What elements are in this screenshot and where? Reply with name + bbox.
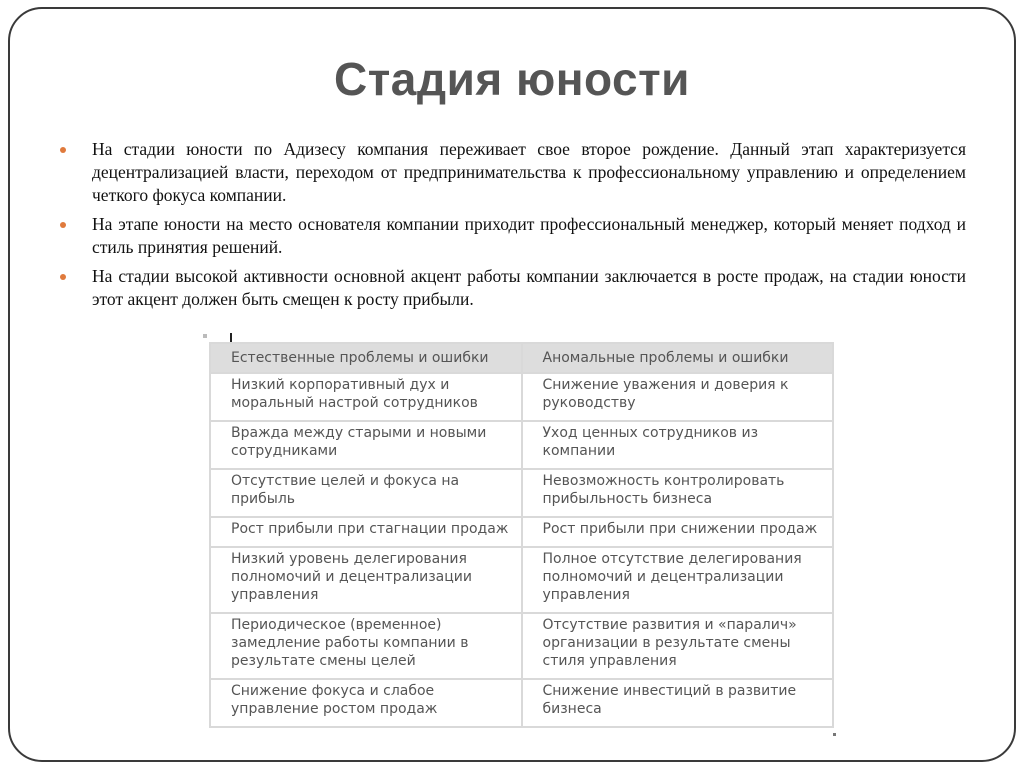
table-row — [210, 421, 833, 469]
table-cell: Низкий уровень делегирования полномочий и децентрализации управления — [210, 547, 522, 613]
table-cell: Рост прибыли при снижении продаж — [522, 517, 834, 547]
table-row — [210, 547, 833, 613]
table-cell: Рост прибыли при стагнации продаж — [210, 517, 522, 547]
bullet-text: На стадии высокой активности основной акцент работы компании заключается в росте продаж, на стадии юности этот акцент должен быть смещен к росту прибыли. — [92, 266, 966, 309]
bullet-list — [56, 138, 966, 317]
table-cell: Низкий корпоративный дух и моральный настрой сотрудников — [210, 373, 522, 421]
table-row — [210, 469, 833, 517]
table-cell: Полное отсутствие делегирования полномочий и децентрализации управления — [522, 547, 834, 613]
bullet-text: На стадии юности по Адизесу компания переживает свое второе рождение. Данный этап характеризуется децентрализацией власти, переходом от предпринимательства к профессиональному управлению и определением четкого фокуса компании. — [92, 139, 966, 205]
table-cell: Снижение фокуса и слабое управление ростом продаж — [210, 679, 522, 727]
table-cell: Периодическое (временное) замедление работы компании в результате смены целей — [210, 613, 522, 679]
table-row — [210, 373, 833, 421]
table-cell: Невозможность контролировать прибыльность бизнеса — [522, 469, 834, 517]
table-cell: Отсутствие целей и фокуса на прибыль — [210, 469, 522, 517]
table-header-row — [210, 343, 833, 373]
image-corner-mark — [833, 733, 836, 736]
header-abnormal-problems: Аномальные проблемы и ошибки — [522, 343, 834, 373]
table-cell: Уход ценных сотрудников из компании — [522, 421, 834, 469]
table-row — [210, 613, 833, 679]
page-title: Стадия юности — [334, 53, 690, 105]
table-cell: Отсутствие развития и «паралич» организации в результате смены стиля управления — [522, 613, 834, 679]
header-natural-problems: Естественные проблемы и ошибки — [210, 343, 522, 373]
bullet-dot-icon — [60, 147, 66, 153]
table-cell: Снижение уважения и доверия к руководству — [522, 373, 834, 421]
bullet-dot-icon — [60, 274, 66, 280]
bullet-text: На этапе юности на место основателя компании приходит профессиональный менеджер, который меняет подход и стиль принятия решений. — [92, 214, 966, 257]
problems-table — [209, 342, 834, 728]
bullet-item — [56, 138, 966, 207]
bullet-item — [56, 213, 966, 259]
image-handle-mark — [203, 334, 207, 338]
table-cell: Снижение инвестиций в развитие бизнеса — [522, 679, 834, 727]
bullet-item — [56, 265, 966, 311]
table-row — [210, 679, 833, 727]
table-row — [210, 517, 833, 547]
table-cell: Вражда между старыми и новыми сотрудниками — [210, 421, 522, 469]
bullet-dot-icon — [60, 222, 66, 228]
